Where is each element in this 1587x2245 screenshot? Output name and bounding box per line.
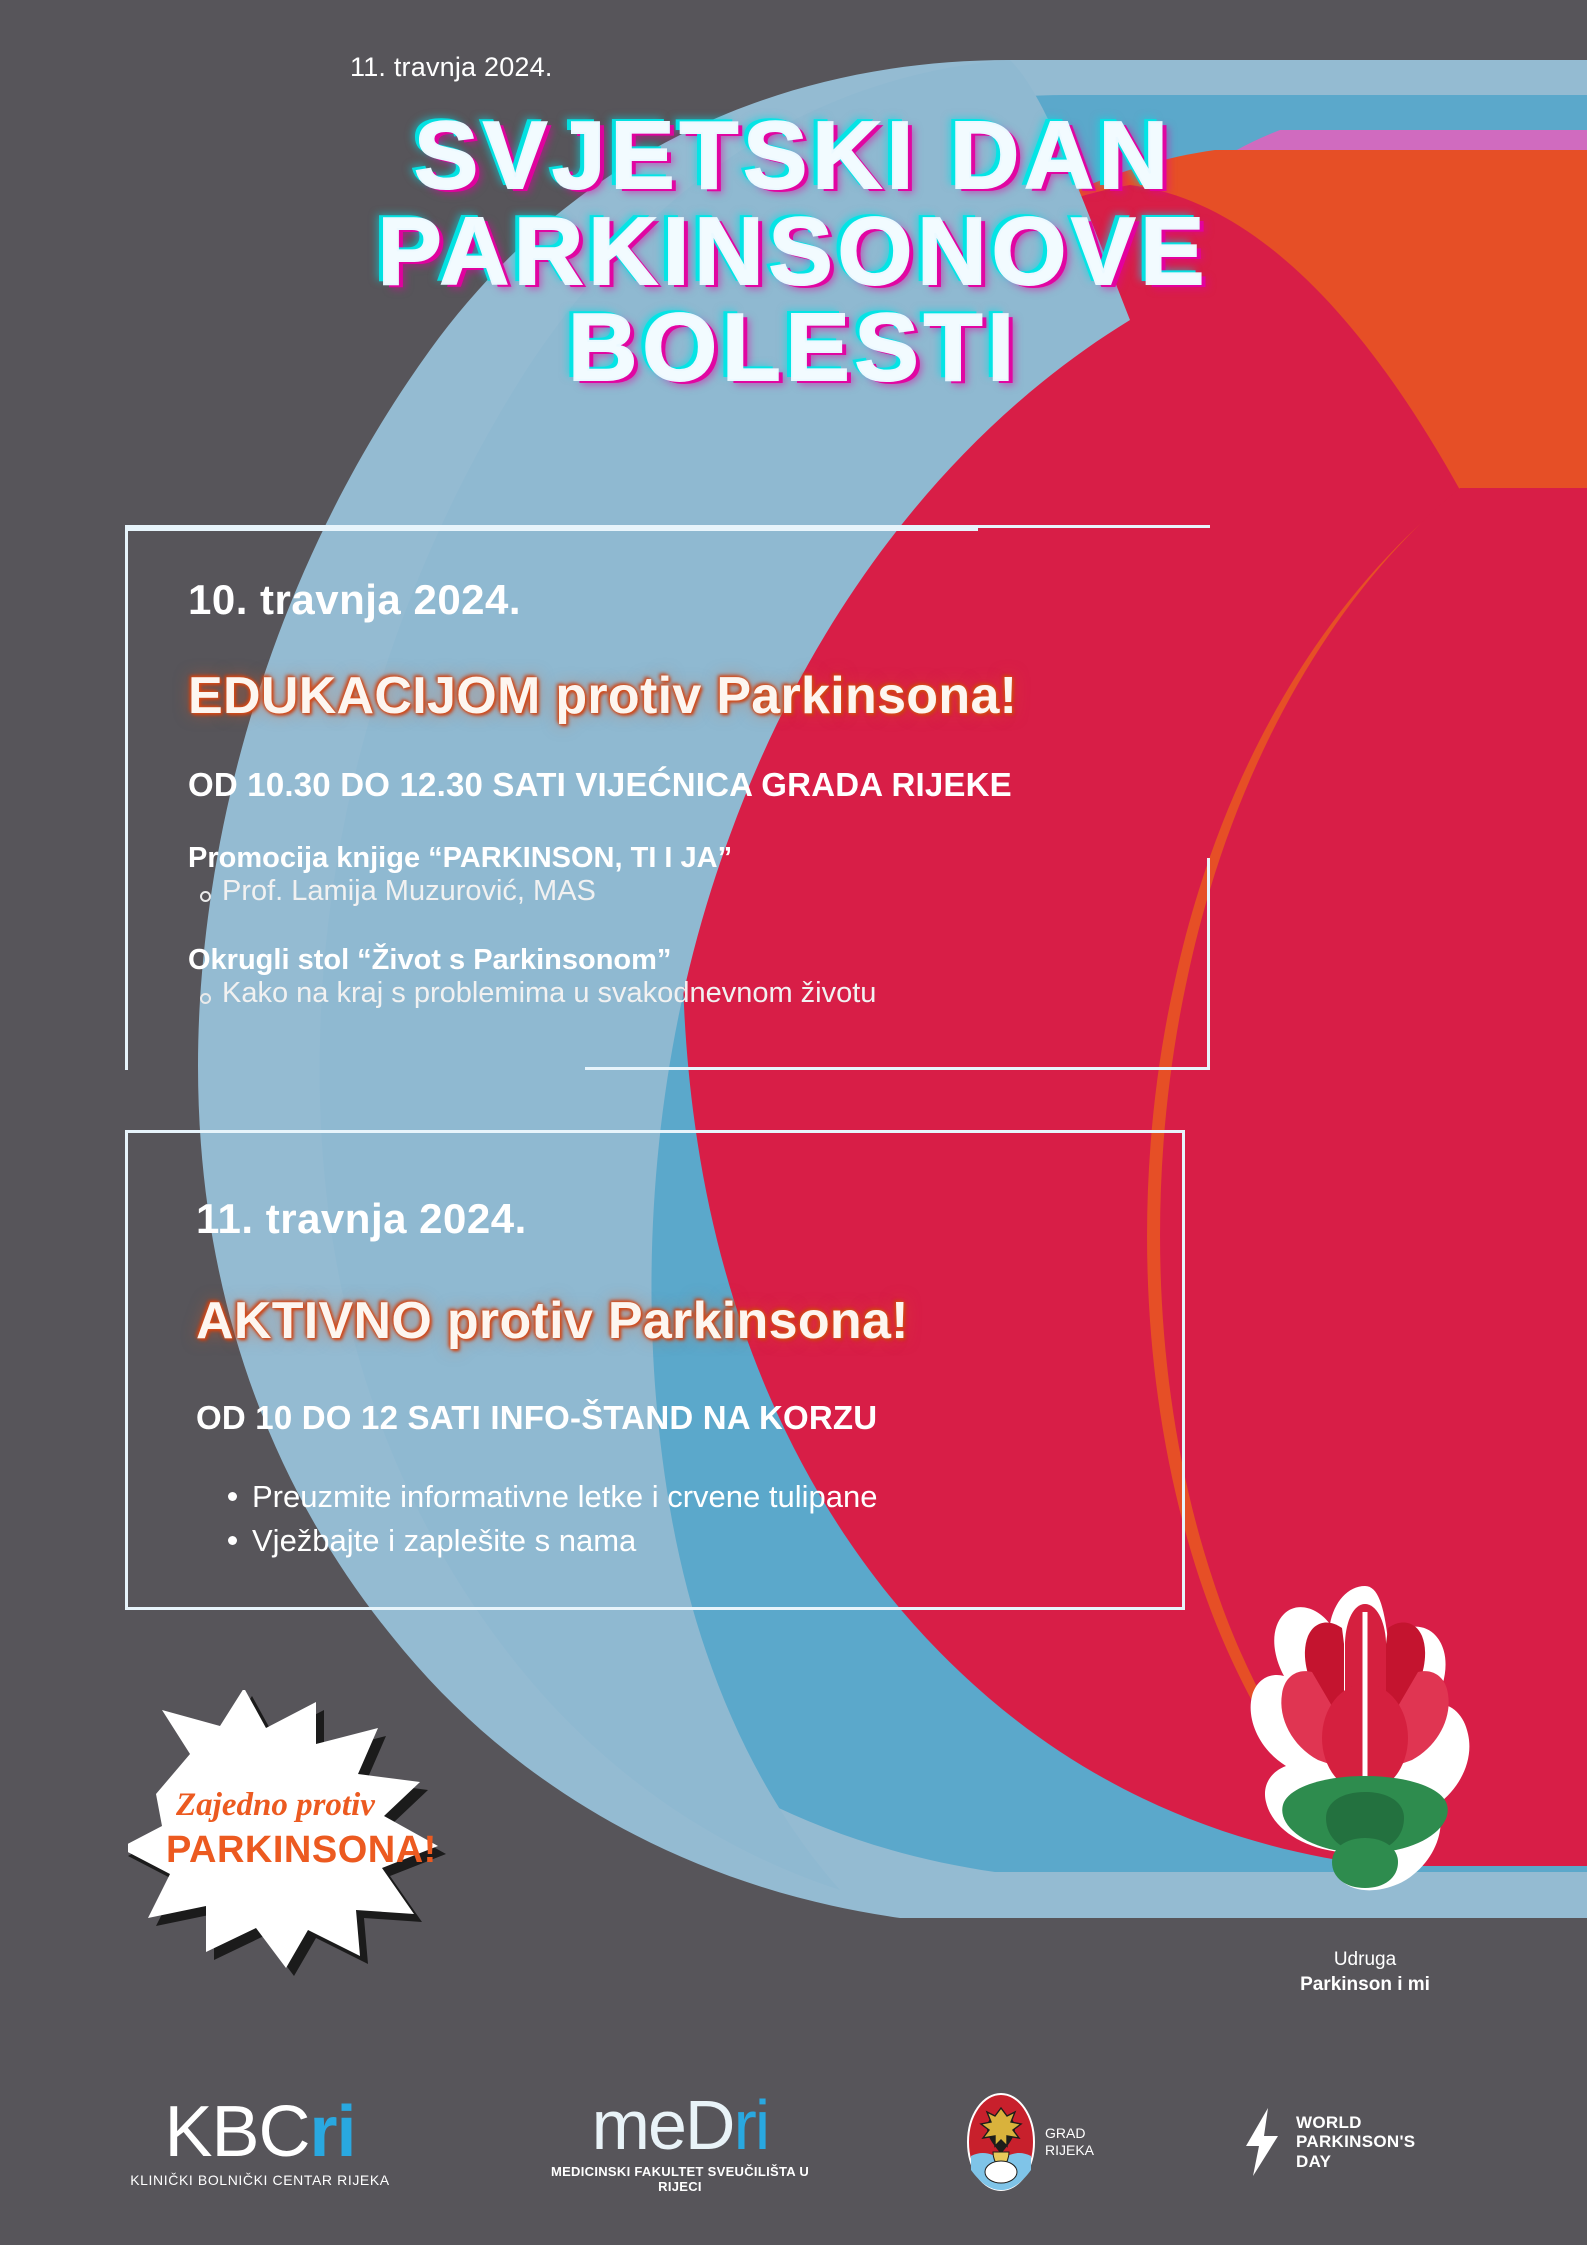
list-item: Preuzmite informativne letke i crvene tulipane — [218, 1475, 1182, 1519]
medri-wordmark — [545, 2086, 815, 2164]
lightning-bolt-icon — [1240, 2106, 1284, 2178]
wpd-line-2: PARKINSON'S — [1296, 2132, 1416, 2152]
medri-subtitle: MEDICINSKI FAKULTET SVEUČILIŠTA U RIJECI — [550, 2164, 810, 2194]
logo-grad-rijeka — [965, 2092, 1135, 2192]
badge-line-1: Zajedno protiv — [176, 1787, 375, 1823]
grad-line-1: GRAD — [1045, 2124, 1086, 2141]
grad-rijeka-text — [1045, 2125, 1094, 2160]
medri-mark: meD — [591, 2086, 734, 2164]
event1-section2-heading: Okrugli stol “Život s Parkinsonom” — [188, 944, 672, 976]
event1-slogan: EDUKACIJOM protiv Parkinsona! — [188, 667, 1018, 725]
tulip-logo — [1230, 1580, 1500, 1900]
event2-when: OD 10 DO 12 SATI INFO-ŠTAND NA KORZU — [196, 1399, 878, 1436]
event1-section2-list — [188, 977, 1210, 1010]
rijeka-coat-of-arms-icon — [965, 2092, 1037, 2192]
block1-top-rule — [128, 528, 978, 531]
event-block-1 — [125, 525, 1210, 1070]
wpd-text — [1296, 2113, 1415, 2172]
kbc-mark: KBC — [164, 2092, 310, 2172]
page-title — [0, 102, 1587, 401]
event2-slogan: AKTIVNO protiv Parkinsona! — [196, 1292, 909, 1350]
event2-bullet-list — [218, 1475, 1182, 1563]
grad-line-2: RIJEKA — [1045, 2142, 1095, 2158]
kbc-mark-accent: ri — [309, 2092, 356, 2172]
title-line-1: SVJETSKI DAN — [414, 102, 1173, 209]
kbc-subtitle: KLINIČKI BOLNIČKI CENTAR RIJEKA — [130, 2172, 390, 2188]
event2-date: 11. travnja 2024. — [196, 1195, 527, 1242]
footer-logo-bar — [0, 2067, 1587, 2217]
logo-world-parkinsons-day — [1240, 2106, 1470, 2178]
badge-line-2: PARKINSONA! — [166, 1829, 437, 1871]
title-line-3: BOLESTI — [567, 294, 1019, 401]
event1-section1-heading: Promocija knjige “PARKINSON, TI I JA” — [188, 842, 733, 874]
event-block-2 — [125, 1130, 1185, 1610]
list-item: Kako na kraj s problemima u svakodnevnom životu — [188, 977, 1210, 1010]
tulip-caption-line-1: Udruga — [1333, 1949, 1397, 1970]
tulip-leaves — [1282, 1776, 1447, 1888]
event1-date: 10. travnja 2024. — [188, 576, 522, 623]
medri-mark-accent: ri — [733, 2086, 769, 2164]
kbc-wordmark — [120, 2092, 400, 2172]
title-line-2: PARKINSONOVE — [377, 198, 1210, 305]
wpd-line-3: DAY — [1296, 2151, 1332, 2171]
tulip-caption — [1240, 1948, 1490, 1997]
top-date: 11. travnja 2024. — [350, 52, 553, 82]
logo-medri — [545, 2086, 815, 2194]
logo-kbc-rijeka — [120, 2092, 400, 2188]
list-item: Prof. Lamija Muzurović, MAS — [188, 875, 1210, 908]
tulip-caption-line-2: Parkinson i mi — [1300, 1973, 1430, 1995]
block1-bottom-rule — [585, 1067, 1210, 1070]
list-item: Vježbajte i zaplešite s nama — [218, 1519, 1182, 1563]
event1-when: OD 10.30 DO 12.30 SATI VIJEĆNICA GRADA RIJEKE — [188, 766, 1012, 803]
wpd-line-1: WORLD — [1296, 2112, 1362, 2132]
event1-section1-list — [188, 875, 1210, 908]
starburst-badge — [128, 1690, 458, 1980]
